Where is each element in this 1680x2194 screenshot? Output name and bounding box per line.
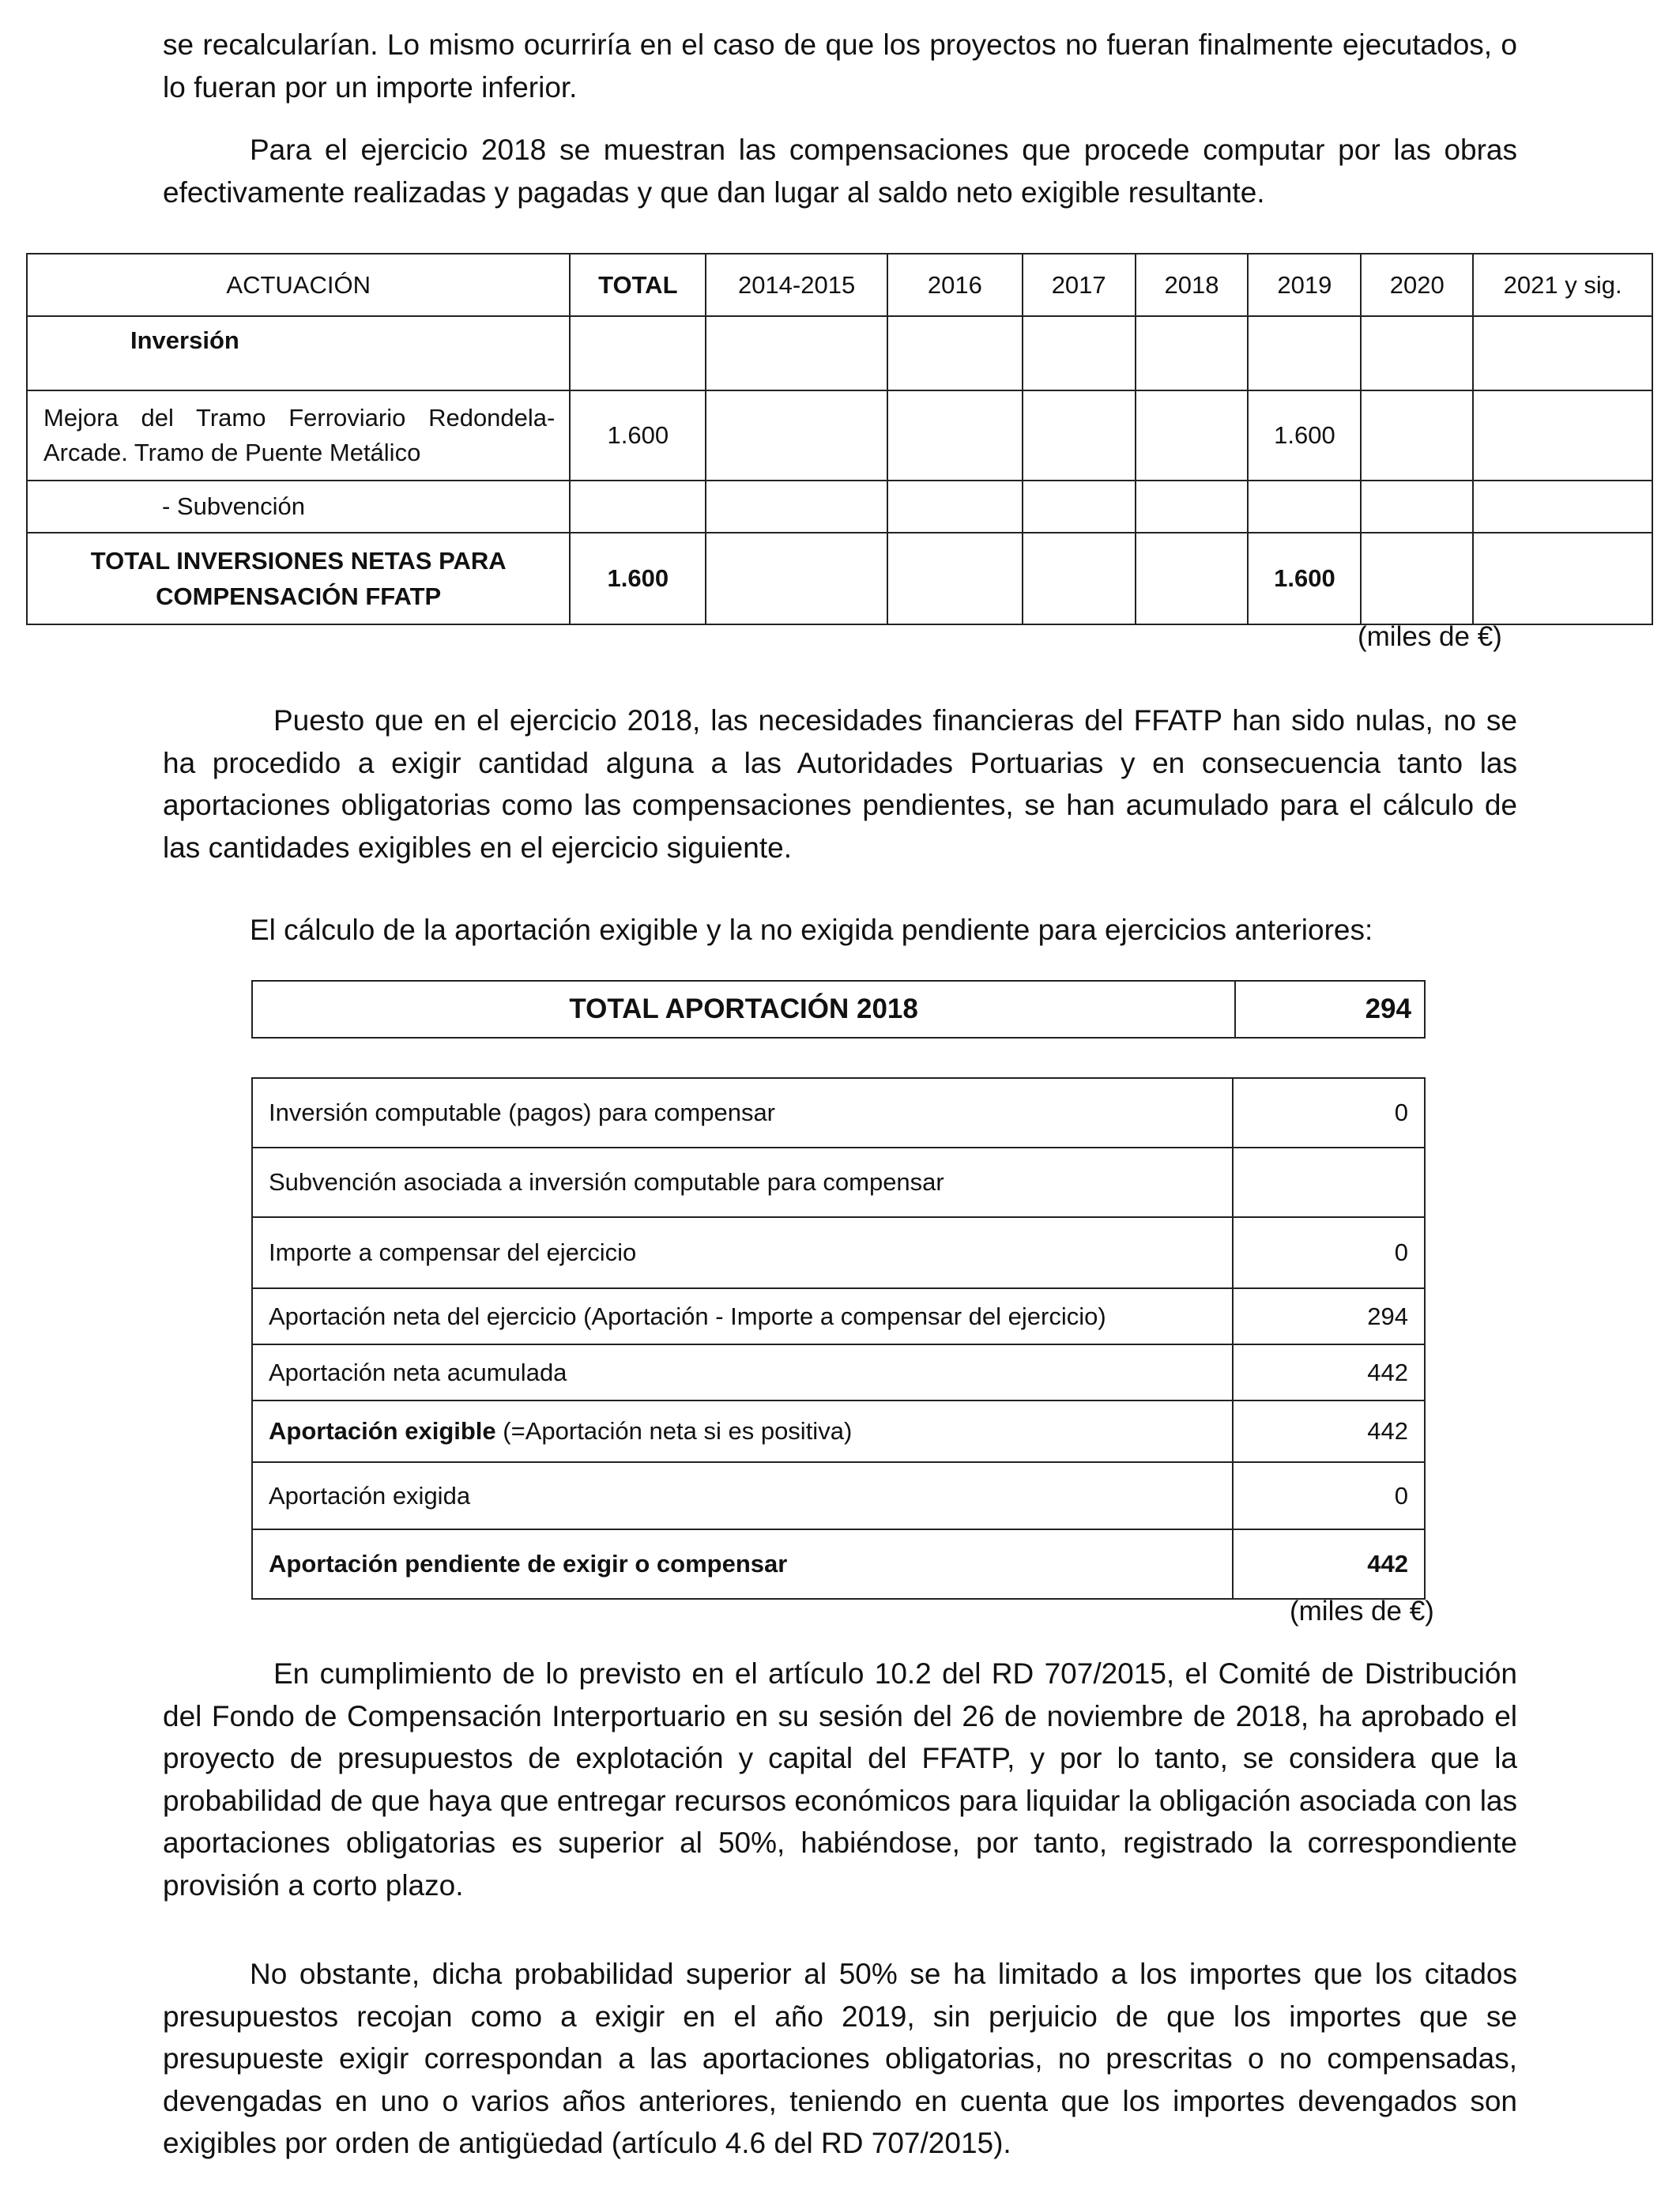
inversiones-table [26,253,1653,625]
header-cell: 2019 [1248,254,1361,316]
row-value: 0 [1233,1217,1425,1288]
table-cell [1136,390,1249,481]
table-row [252,1217,1425,1288]
table-row [252,1344,1425,1400]
table-row [252,1462,1425,1529]
header-cell: TOTAL [570,254,706,316]
row-value: 0 [1233,1078,1425,1148]
table-row [252,1400,1425,1462]
row-value [1233,1148,1425,1217]
row-label: Inversión computable (pagos) para compensar [252,1078,1233,1148]
table-header-row [27,254,1652,316]
table-row [252,981,1425,1038]
subvencion-label: - Subvención [27,481,570,533]
row-label: Aportación neta del ejercicio (Aportación - Importe a compensar del ejercicio) [252,1288,1233,1344]
row-value: 442 [1233,1400,1425,1462]
table-row [27,481,1652,533]
table-row [27,316,1652,390]
table-cell: 1.600 [570,533,706,624]
row-value: 0 [1233,1462,1425,1529]
header-cell: 2020 [1361,254,1473,316]
row-value: 294 [1233,1288,1425,1344]
table-cell [706,390,887,481]
table-total-row [252,1529,1425,1599]
inversion-label: Inversión [27,316,570,390]
row-label: Subvención asociada a inversión computable para compensar [252,1148,1233,1217]
total-aportacion-label: TOTAL APORTACIÓN 2018 [252,981,1235,1038]
header-cell: 2017 [1023,254,1136,316]
total-label: TOTAL INVERSIONES NETAS PARA COMPENSACIÓN FFATP [27,533,570,624]
table-row [252,1078,1425,1148]
table-cell [1473,533,1652,624]
paragraph-compensaciones: Para el ejercicio 2018 se muestran las compensaciones que procede computar por las obras efectivamente realizadas y pagadas y que dan lugar al saldo neto exigible resultante. [163,134,1517,209]
total-aportacion-table [251,980,1426,1039]
header-cell: 2016 [887,254,1023,316]
mejora-label: Mejora del Tramo Ferroviario Redondela-Arcade. Tramo de Puente Metálico [27,390,570,481]
paragraph-necesidades: Puesto que en el ejercicio 2018, las necesidades financieras del FFATP han sido nulas, no se ha procedido a exigir cantidad alguna a las Autoridades Portuarias y en consecuencia tanto las aportaciones obligatorias como las compensaciones pendientes, se han acumulado para el cálculo de las cantidades exigibles en el ejercicio siguiente. [163,704,1517,864]
paragraph-cumplimiento: En cumplimiento de lo previsto en el artículo 10.2 del RD 707/2015, el Comité de Distribución del Fondo de Compensación Interportuario en su sesión del 26 de noviembre de 2018, ha aprobado el proyecto de presupuestos de explotación y capital del FFATP, y por lo tanto, se considera que la probabilidad de que haya que entregar recursos económicos para liquidar la obligación asociada con las aportaciones obligatorias es superior al 50%, habiéndose, por tanto, registrado la correspondiente provisión a corto plazo. [163,1657,1517,1902]
header-cell: 2021 y sig. [1473,254,1652,316]
row-label: Aportación exigida [252,1462,1233,1529]
row-label-bold: Aportación exigible [269,1417,496,1445]
table-row [252,1288,1425,1344]
table-row [27,390,1652,481]
table-cell [887,390,1023,481]
table-total-row [27,533,1652,624]
row-label [252,1400,1233,1462]
table-cell [1136,533,1249,624]
table3-unit: (miles de €) [1290,1596,1434,1627]
table-cell [1361,390,1473,481]
paragraph-no-obstante: No obstante, dicha probabilidad superior al 50% se ha limitado a los importes que los citados presupuestos recojan como a exigir en el año 2019, sin perjuicio de que los importes que se presupueste exigir correspondan a las aportaciones obligatorias, no prescritas o no compensadas, devengadas en uno o varios años anteriores, teniendo en cuenta que los importes devengados son exigibles por orden de antigüedad (artículo 4.6 del RD 707/2015). [163,1958,1517,2159]
total-aportacion-value: 294 [1235,981,1425,1038]
table1-unit: (miles de €) [1358,621,1502,652]
header-cell: ACTUACIÓN [27,254,570,316]
table-cell [887,533,1023,624]
row-label: Importe a compensar del ejercicio [252,1217,1233,1288]
header-cell: 2014-2015 [706,254,887,316]
table-cell [1473,390,1652,481]
table-cell [1361,533,1473,624]
row-label: Aportación pendiente de exigir o compensar [252,1529,1233,1599]
paragraph-calculo: El cálculo de la aportación exigible y la no exigida pendiente para ejercicios anteriores: [250,914,1373,946]
table-row [252,1148,1425,1217]
header-cell: 2018 [1136,254,1249,316]
table-cell: 1.600 [570,390,706,481]
table-cell: 1.600 [1248,533,1361,624]
row-value: 442 [1233,1344,1425,1400]
row-label: Aportación neta acumulada [252,1344,1233,1400]
table-cell [1023,390,1136,481]
row-value: 442 [1233,1529,1425,1599]
aportacion-table [251,1077,1426,1600]
paragraph-intro: se recalcularían. Lo mismo ocurriría en el caso de que los proyectos no fueran finalmente ejecutados, o lo fueran por un importe inferior. [163,28,1517,104]
table-cell [706,533,887,624]
table-cell [1023,533,1136,624]
table-cell: 1.600 [1248,390,1361,481]
row-label-rest: (=Aportación neta si es positiva) [495,1417,853,1445]
